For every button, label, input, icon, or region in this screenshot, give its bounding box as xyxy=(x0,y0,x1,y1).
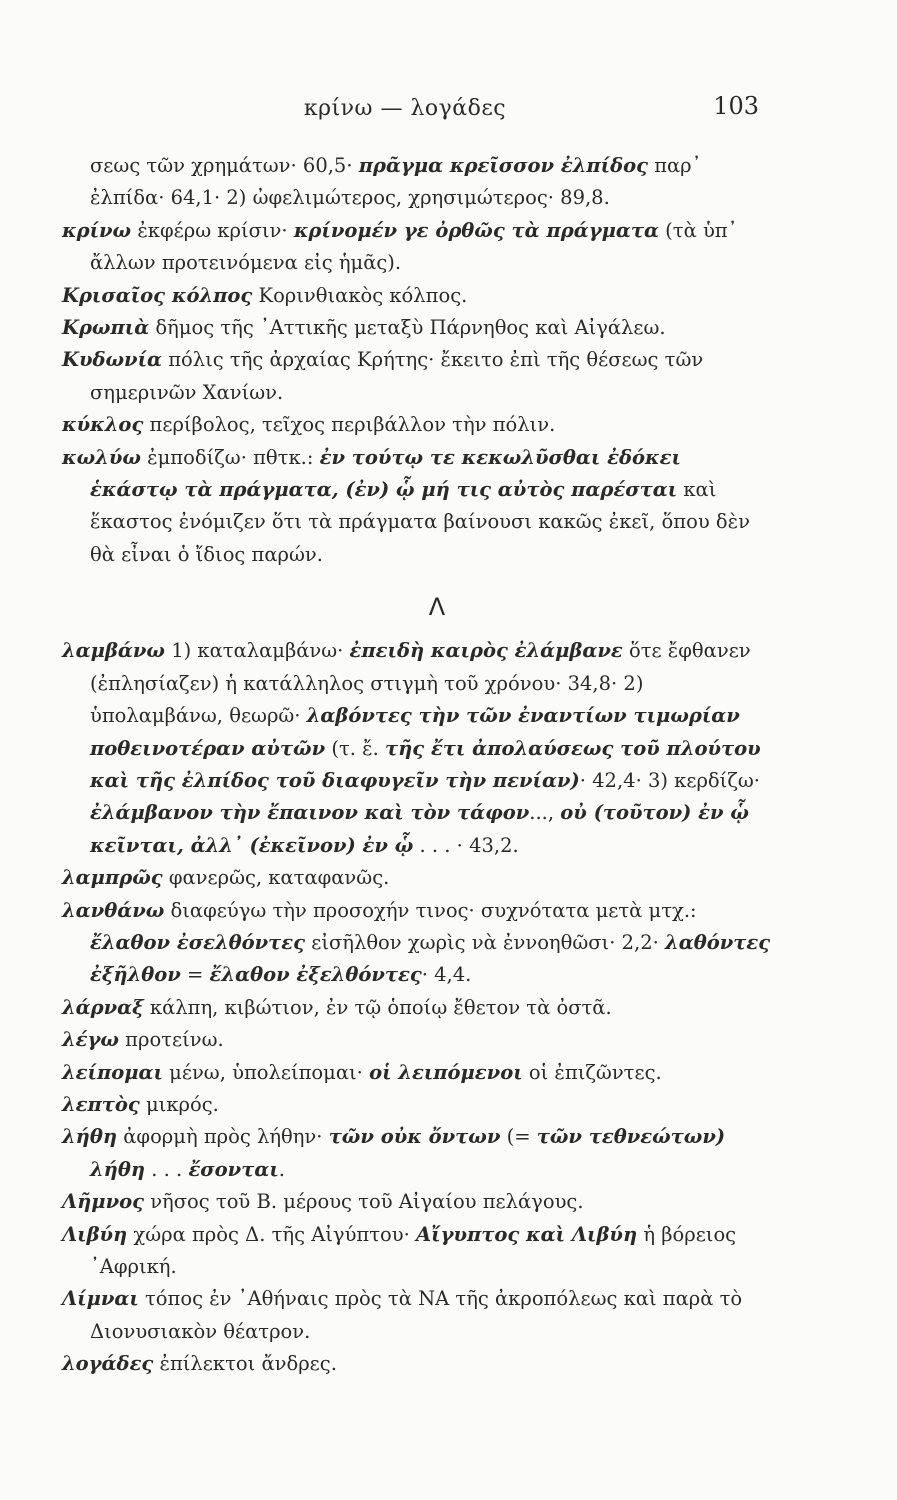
entry-quotation: οἱ λειπόμενοι xyxy=(369,1060,523,1084)
dictionary-entry xyxy=(62,344,772,409)
dictionary-entry xyxy=(62,1089,772,1121)
entry-text: (= xyxy=(500,1125,537,1149)
entry-text: τόπος ἐν ᾽Αθήναις πρὸς τὰ ΝΑ τῆς ἀκροπόλεως καὶ παρὰ τὸ Διονυσιακὸν θέατρον. xyxy=(90,1287,743,1343)
dictionary-entry xyxy=(62,1057,772,1089)
entry-text: δῆμος τῆς ᾽Αττικῆς μεταξὺ Πάρνηθος καὶ Αἰγάλεω. xyxy=(149,316,666,340)
entry-text: καὶ ἕκαστος ἐνόμιζεν ὅτι τὰ πράγματα βαίνουσι κακῶς ἐκεῖ, ὅπου δὲν θὰ εἶναι ὁ ἴδιος παρών. xyxy=(90,478,750,566)
dictionary-entry xyxy=(62,1219,772,1284)
entry-quotation: τῶν τεθνεώτων) λήθη xyxy=(90,1125,726,1181)
entry-quotation: πρᾶγμα κρεῖσσον ἐλπίδος xyxy=(358,154,648,177)
entry-headword: λανθάνω xyxy=(62,898,165,922)
dictionary-entry xyxy=(62,312,772,344)
entry-quotation: ἐν τούτῳ τε κεκωλῦσθαι ἐδόκει ἑκάστῳ τὰ πράγματα, (ἐν) ᾧ μή τις αὐτὸς παρέσται xyxy=(90,445,681,502)
entries-kappa xyxy=(62,150,772,571)
entry-quotation: λαθόντες ἐξῆλθον xyxy=(90,930,771,987)
entry-headword: κρίνω xyxy=(62,218,132,242)
entry-quotation: λαβόντες τὴν τῶν ἐναντίων τιμωρίαν ποθεινοτέραν αὐτῶν xyxy=(90,704,740,760)
dictionary-entry xyxy=(62,1024,772,1056)
entry-text: χώρα πρὸς Δ. τῆς Αἰγύπτου· xyxy=(127,1222,417,1246)
entry-text: περίβολος, τεῖχος περιβάλλον τὴν πόλιν. xyxy=(143,413,556,437)
entry-text: . . . xyxy=(145,1157,189,1181)
entry-text: ἡ βόρειος ᾽Αφρική. xyxy=(90,1222,737,1278)
entry-quotation: ἔλαθον ἐσελθόντες xyxy=(90,930,306,954)
entry-headword: λείπομαι xyxy=(62,1060,163,1084)
entry-text: · 42,4· 3) κερδίζω· xyxy=(579,768,760,792)
entry-text: · 4,4. xyxy=(421,963,472,987)
entry-text: ..., xyxy=(529,801,561,825)
entry-headword: κωλύω xyxy=(62,445,141,469)
dictionary-entry xyxy=(62,442,772,572)
entries-lambda xyxy=(62,635,772,1380)
entry-quotation: ἔσονται xyxy=(188,1157,279,1181)
page-number: 103 xyxy=(713,92,759,120)
entry-headword: Λιβύη xyxy=(62,1222,128,1246)
entry-text: οἱ ἐπιζῶντες. xyxy=(522,1060,662,1084)
entry-text: προτείνω. xyxy=(118,1028,224,1052)
entry-text: μικρός. xyxy=(139,1092,219,1116)
entry-text: μένω, ὑπολείπομαι· xyxy=(162,1060,370,1084)
entry-text: . . . · 43,2. xyxy=(413,833,519,857)
entry-headword: λάρναξ xyxy=(62,995,144,1019)
entry-quotation: οὐ (τοῦτον) ἐν ᾧ κεῖνται, ἀλλ᾽ (ἐκεῖνον) ἐν ᾧ xyxy=(90,801,749,857)
entry-headword: λέγω xyxy=(62,1028,119,1052)
entry-headword: λήθη xyxy=(62,1125,118,1149)
dictionary-entry xyxy=(62,635,772,862)
entry-headword: λαμπρῶς xyxy=(62,866,163,890)
dictionary-entry xyxy=(62,862,772,894)
entry-text: 1) καταλαμβάνω· xyxy=(165,639,350,663)
entry-text: κάλπη, κιβώτιον, ἐν τῷ ὁποίῳ ἔθετον τὰ ὀστᾶ. xyxy=(143,995,612,1019)
entry-text: = xyxy=(180,963,210,987)
entry-text: φανερῶς, καταφανῶς. xyxy=(162,866,390,890)
entry-text: πόλις τῆς ἀρχαίας Κρήτης· ἔκειτο ἐπὶ τῆς θέσεως τῶν σημερινῶν Χανίων. xyxy=(90,348,704,404)
dictionary-entry xyxy=(62,1186,772,1218)
dictionary-entry xyxy=(62,992,772,1024)
entry-text: ἐμποδίζω· πθτκ.: xyxy=(140,445,320,469)
page-body xyxy=(62,150,772,1381)
entry-text: Κορινθιακὸς κόλπος. xyxy=(252,283,468,307)
entry-text: . xyxy=(278,1157,285,1181)
entry-headword: κύκλος xyxy=(62,413,144,437)
entry-headword: Λῆμνος xyxy=(62,1190,144,1214)
entry-quotation: κρίνομέν γε ὀρθῶς τὰ πράγματα xyxy=(293,218,659,242)
dictionary-entry xyxy=(62,409,772,441)
entry-quotation: Αἴγυπτος καὶ Λιβύη xyxy=(416,1222,638,1246)
entry-text: νῆσος τοῦ Β. μέρους τοῦ Αἰγαίου πελάγους. xyxy=(144,1190,584,1214)
dictionary-entry xyxy=(62,215,772,280)
entry-headword: Κρωπιὰ xyxy=(62,316,150,340)
section-letter: Λ xyxy=(428,593,446,622)
entry-text: ἐκφέρω κρίσιν· xyxy=(131,218,294,242)
entry-headword: λεπτὸς xyxy=(62,1092,140,1116)
page-header xyxy=(0,92,897,132)
entry-quotation: τῆς ἔτι ἀπολαύσεως τοῦ πλούτου καὶ τῆς ἐλπίδος τοῦ διαφυγεῖν τὴν πενίαν) xyxy=(90,736,761,792)
running-head: κρίνω — λογάδες xyxy=(303,96,507,121)
dictionary-entry xyxy=(62,1121,772,1186)
entry-headword: λαμβάνω xyxy=(62,639,166,663)
entry-quotation: ἔλαθον ἐξελθόντες xyxy=(209,963,422,987)
entry-headword: λογάδες xyxy=(62,1352,154,1376)
entry-text: (τὰ ὑπ᾽ ἄλλων προτεινόμενα εἰς ἡμᾶς). xyxy=(90,218,738,275)
entry-text: σεως τῶν χρημάτων· 60,5· xyxy=(90,154,359,177)
entry-text: διαφεύγω τὴν προσοχήν τινος· συχνότατα μετὰ μτχ.: xyxy=(164,898,697,922)
entry-quotation: ἐλάμβανον τὴν ἔπαινον καὶ τὸν τάφον xyxy=(90,801,530,825)
entry-headword: Κυδωνία xyxy=(62,348,163,372)
entry-quotation: ἐπειδὴ καιρὸς ἐλάμβανε xyxy=(349,639,623,663)
entry-text: ἀφορμὴ πρὸς λήθην· xyxy=(117,1125,329,1149)
dictionary-entry xyxy=(62,150,772,215)
entry-text: (τ. ἔ. xyxy=(325,736,385,760)
dictionary-entry xyxy=(62,895,772,992)
entry-text: ὅτε ἔφθανεν (ἐπλησίαζεν) ἡ κατάλληλος στιγμὴ τοῦ χρόνου· 34,8· 2) ὑπολαμβάνω, θεωρῶ· xyxy=(90,639,751,728)
entry-headword: Κρισαῖος κόλπος xyxy=(62,283,253,307)
entry-headword: Λίμναι xyxy=(62,1287,139,1311)
entry-text: παρ᾽ ἐλπίδα· 64,1· 2) ὠφελιμώτερος, χρησιμώτερος· 89,8. xyxy=(90,154,702,210)
entry-text: ἐπίλεκτοι ἄνδρες. xyxy=(153,1352,337,1376)
entry-text: εἰσῆλθον χωρὶς νὰ ἐννοηθῶσι· 2,2· xyxy=(305,930,666,954)
dictionary-entry xyxy=(62,1283,772,1348)
entry-quotation: τῶν οὐκ ὄντων xyxy=(328,1125,501,1149)
dictionary-entry xyxy=(62,280,772,312)
dictionary-entry xyxy=(62,1348,772,1380)
